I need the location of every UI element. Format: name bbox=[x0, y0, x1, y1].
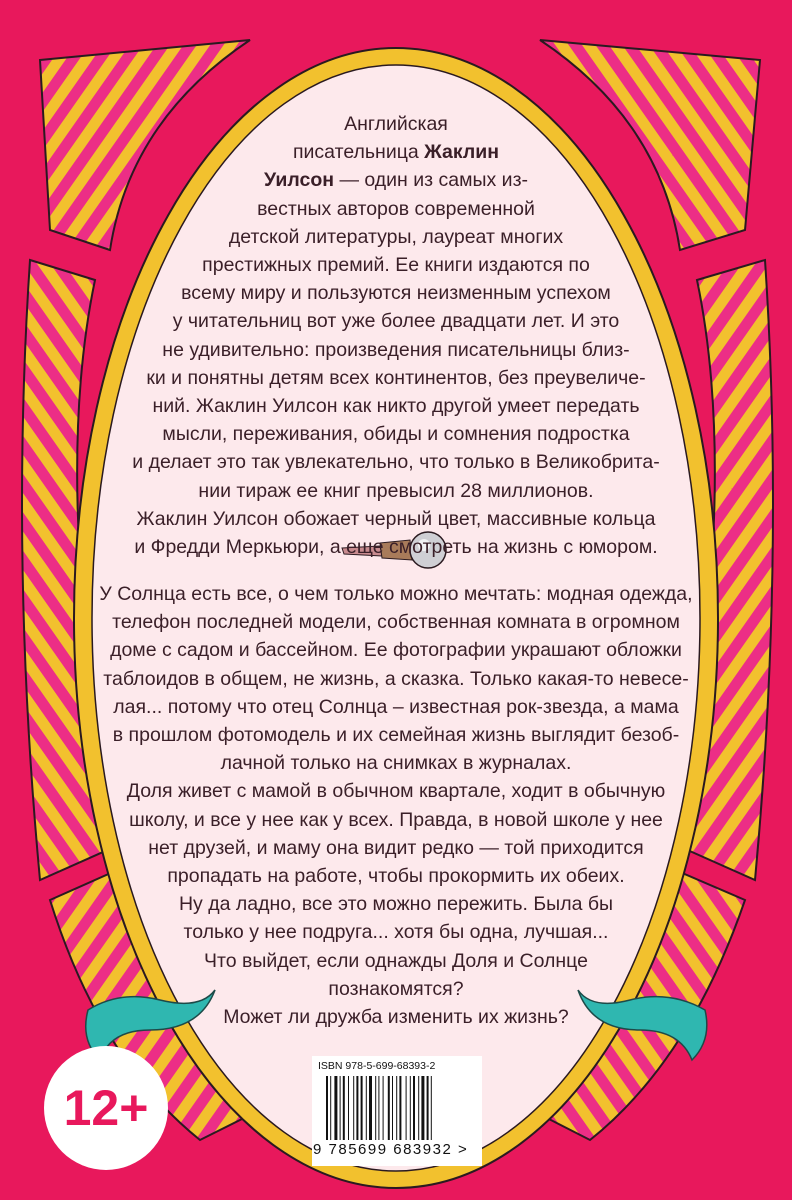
bio-line bbox=[96, 392, 696, 420]
barcode-bar bbox=[396, 1076, 397, 1140]
barcode-bar bbox=[418, 1076, 419, 1140]
barcode-bar bbox=[427, 1076, 429, 1140]
bio-line-pre: мысли, переживания, обиды и сомнения подростка bbox=[162, 423, 630, 446]
bio-line bbox=[96, 505, 696, 533]
bio-line-pre: и Фредди Меркьюри, а еще смотреть на жизнь с юмором. bbox=[134, 536, 658, 559]
synopsis-line: телефон последней модели, собственная комната в огромном bbox=[112, 611, 680, 634]
barcode-bar bbox=[388, 1076, 390, 1140]
barcode-bar bbox=[410, 1076, 411, 1140]
bio-line bbox=[96, 477, 696, 505]
barcode-bar bbox=[413, 1076, 415, 1140]
synopsis-line: только у нее подруга... хотя бы одна, лучшая... bbox=[183, 921, 609, 944]
bio-line bbox=[96, 166, 696, 194]
bio-line-post: — один из самых из- bbox=[334, 169, 529, 192]
bio-line-bold: Уилсон bbox=[263, 169, 335, 192]
age-rating-badge: 12+ bbox=[44, 1046, 168, 1170]
barcode-bar bbox=[356, 1076, 358, 1140]
barcode-bar bbox=[421, 1076, 424, 1140]
barcode-bar bbox=[334, 1076, 337, 1140]
bio-line-pre: детской литературы, лауреат многих bbox=[228, 225, 564, 248]
synopsis-line: лачной только на снимках в журналах. bbox=[220, 752, 572, 775]
synopsis-line: познакомятся? bbox=[328, 977, 464, 1000]
synopsis-line: нет друзей, и маму она видит редко — той приходится bbox=[148, 836, 644, 859]
barcode-bar bbox=[375, 1076, 376, 1140]
bio-line bbox=[96, 336, 696, 364]
bio-line-pre: и делает это так увлекательно, что только в Великобрита- bbox=[132, 451, 660, 474]
bio-line-pre: писательница bbox=[292, 141, 425, 164]
barcode-bar bbox=[326, 1076, 328, 1140]
bio-line-pre: ки и понятны детям всех континентов, без преувеличе- bbox=[146, 366, 646, 389]
barcode-digits: 9 785699 683932 > bbox=[313, 1141, 469, 1158]
author-bio bbox=[96, 110, 696, 561]
synopsis-line: Доля живет с мамой в обычном квартале, ходит в обычную bbox=[126, 780, 666, 803]
bio-line bbox=[96, 110, 696, 138]
barcode-bar bbox=[392, 1076, 393, 1140]
synopsis-line: школу, и все у нее как у всех. Правда, в новой школе у нее bbox=[129, 808, 663, 831]
bio-line-pre: нии тираж ее книг превысил 28 миллионов. bbox=[198, 479, 594, 502]
bio-line-pre: ний. Жаклин Уилсон как никто другой умеет передать bbox=[152, 395, 640, 418]
bio-line bbox=[96, 279, 696, 307]
bio-line-pre: всему миру и пользуются неизменным успехом bbox=[181, 282, 611, 305]
barcode-bar bbox=[330, 1076, 331, 1140]
synopsis-line: Может ли дружба изменить их жизнь? bbox=[223, 1006, 569, 1029]
bio-line bbox=[96, 533, 696, 561]
bio-line-pre: Жаклин Уилсон обожает черный цвет, массивные кольца bbox=[136, 507, 656, 530]
bio-line-pre: вестных авторов современной bbox=[257, 197, 535, 220]
barcode-bar bbox=[378, 1076, 379, 1140]
isbn-label: ISBN 978-5-699-68393-2 bbox=[318, 1060, 436, 1072]
bio-line bbox=[96, 307, 696, 335]
synopsis-line: лая... потому что отец Солнца – известная рок-звезда, а мама bbox=[113, 695, 679, 718]
bio-line-pre: не удивительно: произведения писательницы близ- bbox=[162, 338, 630, 361]
barcode-bar bbox=[383, 1076, 384, 1140]
bio-line-pre: Английская bbox=[344, 113, 448, 135]
barcode-bar bbox=[348, 1076, 349, 1140]
synopsis-line: Что выйдет, если однажды Доля и Солнце bbox=[204, 949, 588, 972]
synopsis-line: в прошлом фотомодель и их семейная жизнь выглядит безоб- bbox=[112, 724, 680, 747]
bio-line bbox=[96, 138, 696, 166]
bio-line-bold: Жаклин bbox=[424, 141, 500, 164]
bio-line bbox=[96, 195, 696, 223]
barcode-bar bbox=[431, 1076, 432, 1140]
barcode-bar bbox=[340, 1076, 341, 1140]
synopsis-line: Ну да ладно, все это можно пережить. Была бы bbox=[178, 893, 614, 916]
barcode-bar bbox=[369, 1076, 372, 1140]
barcode-bar bbox=[399, 1076, 401, 1140]
bio-line-pre: у читательниц вот уже более двадцати лет. И это bbox=[172, 310, 620, 333]
barcode-bar bbox=[366, 1076, 367, 1140]
book-synopsis bbox=[86, 580, 706, 1031]
synopsis-line: таблоидов в общем, не жизнь, а сказка. Только какая-то невесе- bbox=[103, 667, 689, 690]
barcode-bar bbox=[353, 1076, 354, 1140]
bio-line bbox=[96, 364, 696, 392]
synopsis-line: доме с садом и бассейном. Ее фотографии украшают обложки bbox=[110, 639, 682, 662]
bio-line-pre: престижных премий. Ее книги издаются по bbox=[202, 254, 590, 277]
bio-line bbox=[96, 448, 696, 476]
barcode-bar bbox=[406, 1076, 407, 1140]
synopsis-line: У Солнца есть все, о чем только можно мечтать: модная одежда, bbox=[99, 583, 693, 605]
bio-line bbox=[96, 420, 696, 448]
bio-line bbox=[96, 223, 696, 251]
synopsis-line: пропадать на работе, чтобы прокормить их обеих. bbox=[167, 865, 625, 888]
bio-line bbox=[96, 251, 696, 279]
barcode-bar bbox=[361, 1076, 363, 1140]
barcode-bar bbox=[343, 1076, 345, 1140]
